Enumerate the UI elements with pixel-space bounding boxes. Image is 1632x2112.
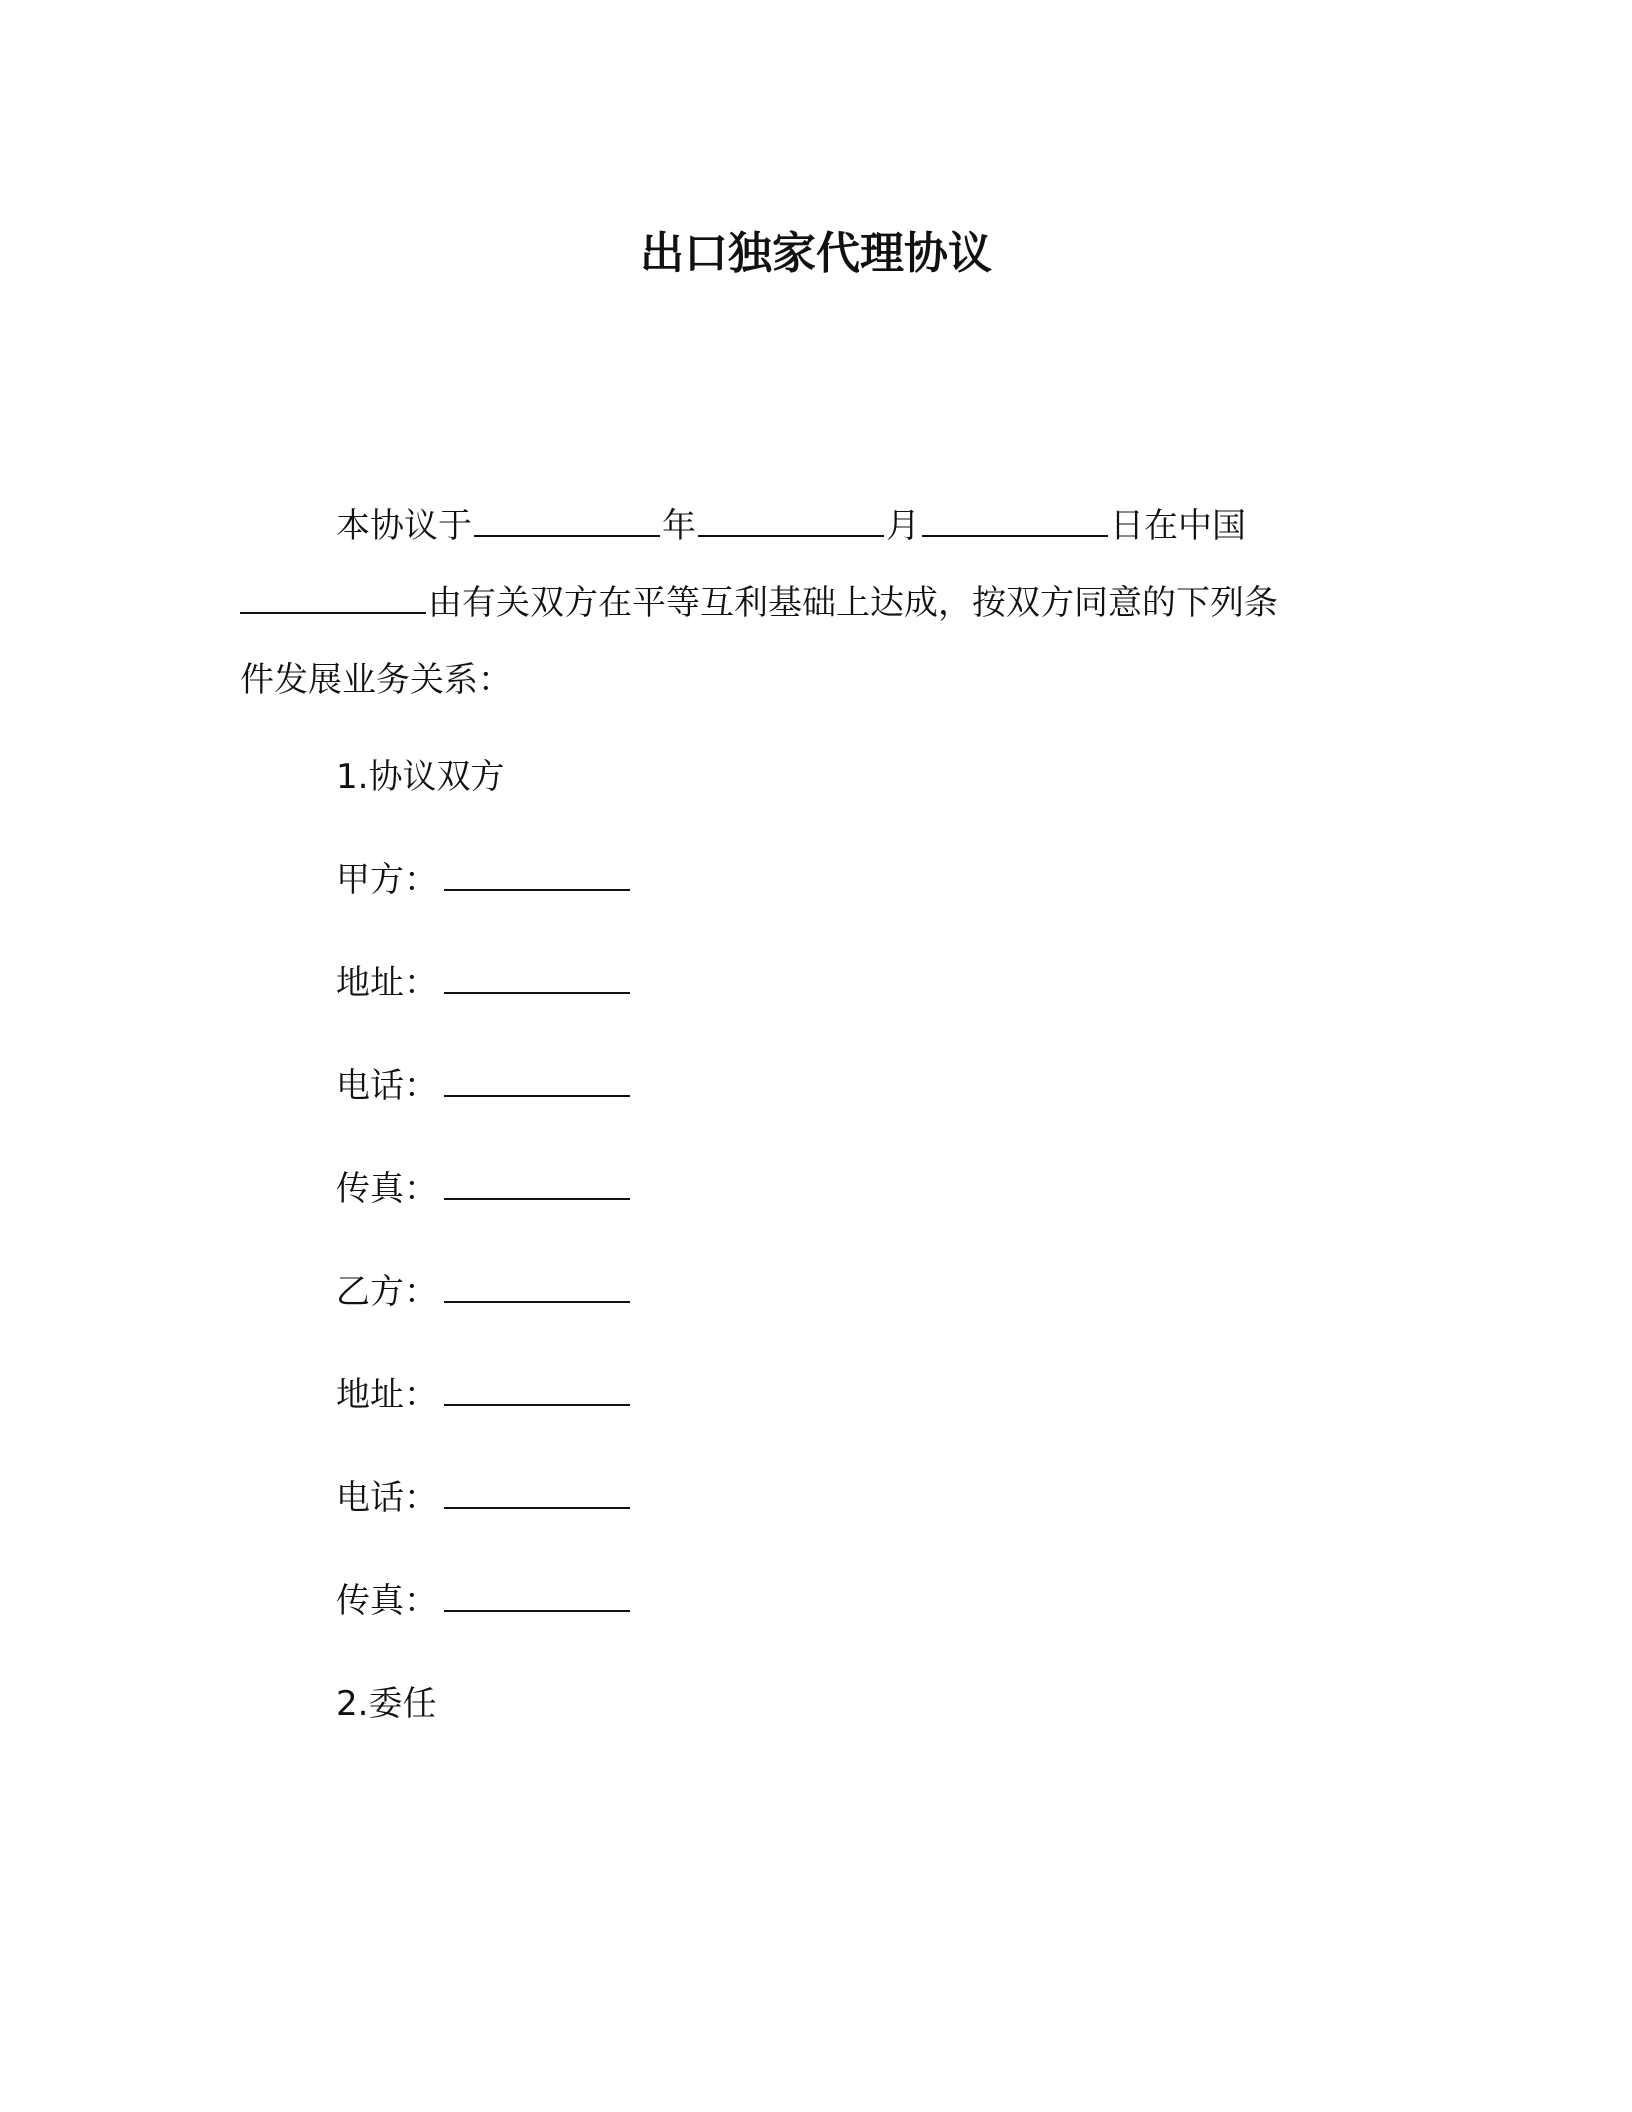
party-b-phone-row [336,1473,632,1523]
intro-line-1 [240,488,1420,565]
day-blank[interactable] [922,505,1108,537]
intro-text-5: 由有关双方在平等互利基础上达成，按双方同意的下列条 [428,583,1278,623]
intro-text-1: 本协议于 [336,506,472,546]
intro-line-3 [240,642,1420,719]
month-blank[interactable] [698,505,884,537]
party-a-fax-row [336,1164,632,1214]
party-b-address-label: 地址： [336,1375,438,1415]
party-b-name-row [336,1267,632,1317]
intro-text-4: 日在中国 [1110,506,1246,546]
party-a-name-row [336,855,632,905]
party-b-phone-blank[interactable] [444,1477,630,1509]
party-a-name-label: 甲方： [336,860,438,900]
intro-text-3: 月 [886,506,920,546]
party-a-phone-row [336,1061,632,1111]
party-b-fax-blank[interactable] [444,1580,630,1612]
party-a-fax-blank[interactable] [444,1168,630,1200]
party-b-name-blank[interactable] [444,1271,630,1303]
place-blank[interactable] [240,582,426,614]
party-b-fax-label: 传真： [336,1581,438,1621]
intro-line-2 [240,565,1420,642]
party-a-address-blank[interactable] [444,962,630,994]
party-b-fax-row [336,1576,632,1626]
section-1-heading: 1.协议双方 [336,757,505,797]
party-a-fax-label: 传真： [336,1169,438,1209]
party-b-phone-label: 电话： [336,1478,438,1518]
document-title: 出口独家代理协议 [640,228,992,279]
party-a-name-blank[interactable] [444,859,630,891]
party-b-address-row [336,1370,632,1420]
party-b-name-label: 乙方： [336,1272,438,1312]
intro-text-2: 年 [662,506,696,546]
year-blank[interactable] [474,505,660,537]
party-a-address-label: 地址： [336,963,438,1003]
party-b-address-blank[interactable] [444,1374,630,1406]
party-a-phone-label: 电话： [336,1066,438,1106]
intro-paragraph [240,488,1420,719]
party-a-phone-blank[interactable] [444,1065,630,1097]
section-2-heading: 2.委任 [336,1684,437,1724]
intro-text-6: 件发展业务关系： [240,660,512,700]
party-a-address-row [336,958,632,1008]
